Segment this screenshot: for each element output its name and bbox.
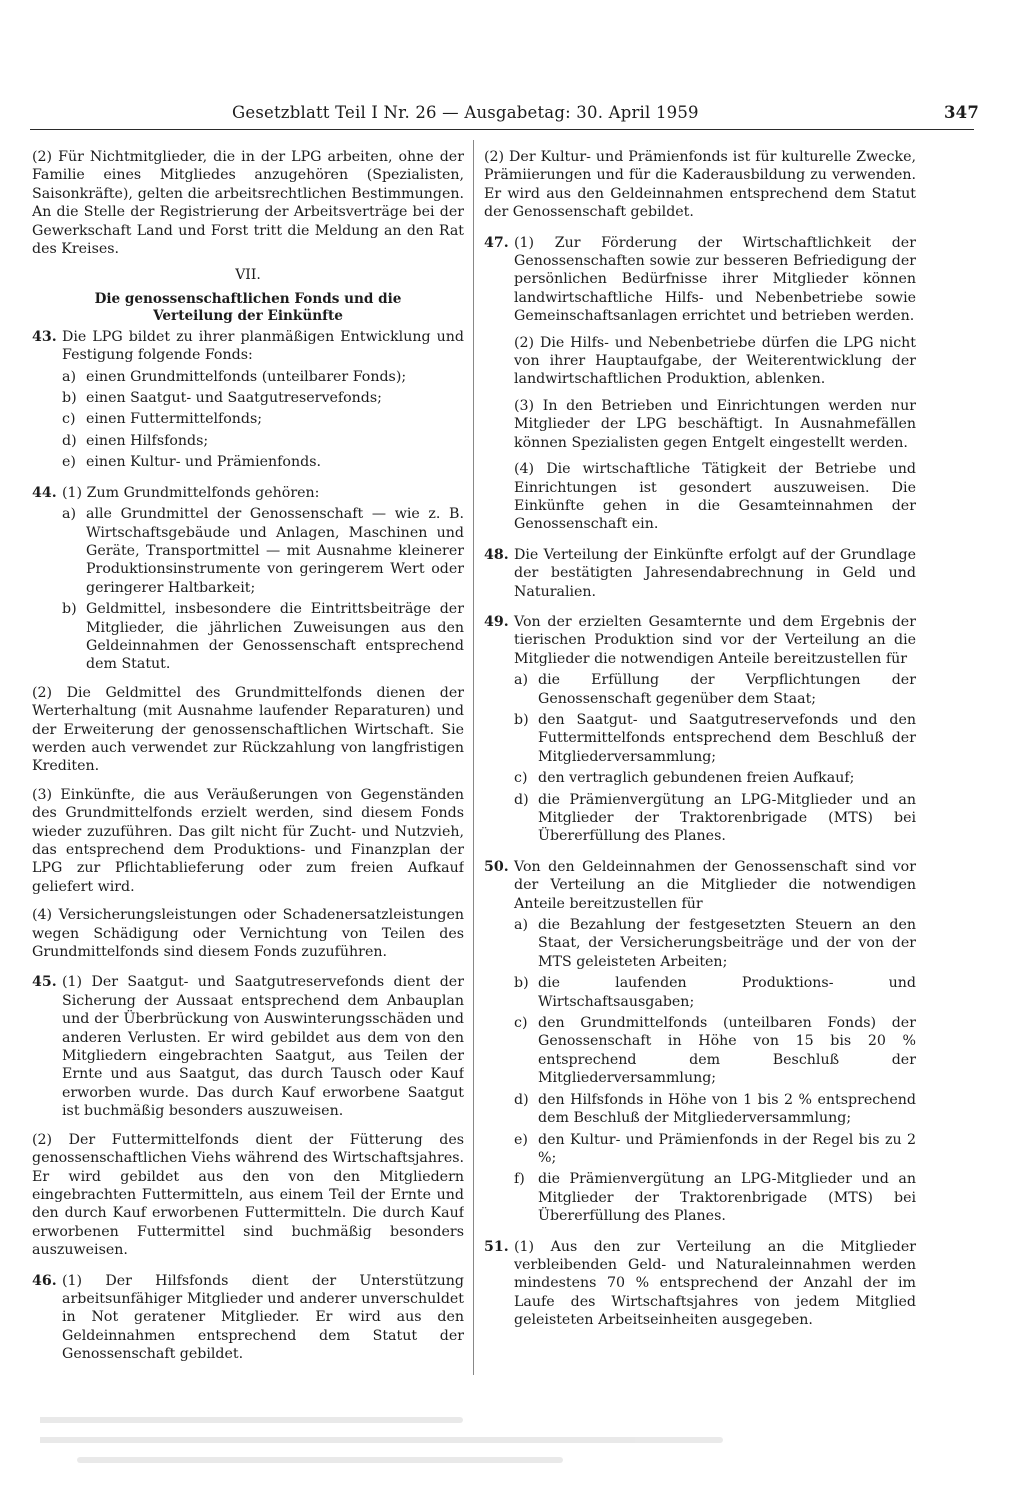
list-item: a) die Erfüllung der Verpflichtungen der Genossenschaft gegenüber dem Staat; xyxy=(514,672,916,707)
list-item: e) den Kultur- und Prämienfonds in der Regel bis zu 2 %; xyxy=(514,1131,916,1166)
article-text: Die LPG bildet zu ihrer planmäßigen Entwicklung und Festigung folgende Fonds: xyxy=(62,328,464,364)
paragraph: (3) Einkünfte, die aus Veräußerungen von Gegenständen des Grundmittelfonds erzielt werden, sind diesem Fonds wieder zuzuführen. Das gilt nicht für Zucht- und Nutzvieh, das entsprechend dem Produktions- und Finanzplan der LPG zur Pflichtablieferung oder zum freien Aufkauf geliefert wird. xyxy=(32,786,464,895)
paragraph: (2) Die Geldmittel des Grundmittelfonds dienen der Werterhaltung (mit Ausnahme laufender Reparaturen) und der Erweiterung der genossenschaftlichen Wirtschaft. Sie werden auch verwendet zur Rückzahlung von langfristigen Krediten. xyxy=(32,684,464,775)
gazette-title: Gesetzblatt Teil I Nr. 26 — Ausgabetag: 30. April 1959 xyxy=(232,103,699,122)
list-item: d) die Prämienvergütung an LPG-Mitglieder und an Mitglieder der Traktorenbrigade (MTS) bei Übererfüllung des Planes. xyxy=(514,791,916,845)
list-item: a) die Bezahlung der festgesetzten Steuern an den Staat, der Versicherungsbeiträge und der von der MTS geleisteten Arbeiten; xyxy=(514,917,916,970)
article-text: (1) Zum Grundmittelfonds gehören: xyxy=(62,484,320,501)
article-number: 47. xyxy=(484,234,509,251)
article-number: 49. xyxy=(484,613,509,630)
list-item: b) die laufenden Produktions- und Wirtschaftsausgaben; xyxy=(514,975,916,1010)
article-number: 44. xyxy=(32,484,57,501)
article-text: (1) Der Saatgut- und Saatgutreservefonds dient der Sicherung der Aussaat entsprechend dem Anbauplan und der Überbrückung von Auswinterungsschäden und anderen Verlusten. Er wird gebildet aus dem von den Mitgliedern eingebrachten Saatgut, aus Teilen der Ernte und aus Saatgut, das durch Tausch oder Kauf erworben wurde. Das durch Kauf erworbene Saatgut ist buchmäßig besonders auszuweisen. xyxy=(62,974,464,1120)
article-43 xyxy=(32,328,464,472)
article-51 xyxy=(484,1238,916,1330)
list-item: c) den vertraglich gebundenen freien Aufkauf; xyxy=(514,770,855,787)
article-44 xyxy=(32,484,464,674)
article-46 xyxy=(32,1272,464,1364)
page-number: 347 xyxy=(943,103,979,122)
article-number: 48. xyxy=(484,546,509,563)
scan-bleed-through xyxy=(40,1410,740,1470)
article-text: Die Verteilung der Einkünfte erfolgt auf der Grundlage der bestätigten Jahresendabrechnung in Geld und Naturalien. xyxy=(514,546,916,600)
article-45 xyxy=(32,973,464,1120)
article-number: 45. xyxy=(32,974,57,991)
article-number: 51. xyxy=(484,1238,509,1255)
section-title xyxy=(32,291,464,326)
list-item: b) Geldmittel, insbesondere die Eintrittsbeiträge der Mitglieder, die jährlichen Zuweisungen aus den Geldeinnahmen der Genossenschaft entsprechend dem Statut. xyxy=(62,601,464,673)
page-header xyxy=(232,103,979,129)
intro-paragraph: (2) Der Kultur- und Prämienfonds ist für kulturelle Zwecke, Prämiierungen und für die Kaderausbildung zu verwenden. Er wird aus den Geldeinnahmen entsprechend dem Statut der Genossenschaft gebildet. xyxy=(484,149,916,221)
header-rule xyxy=(30,129,974,130)
list-item: c) einen Futtermittelfonds; xyxy=(62,411,263,428)
article-50 xyxy=(484,858,916,1226)
section-title-line-1: Die genossenschaftlichen Fonds und die xyxy=(94,290,402,307)
article-text: (1) Zur Förderung der Wirtschaftlichkeit der Genossenschaften sowie zur besseren Befriedigung der persönlichen Bedürfnisse ihrer Mitglieder können landwirtschaftliche Hilfs- und Nebenbetriebe sowie Gemeinschaftsanlagen errichtet und betrieben werden. xyxy=(514,234,916,325)
paragraph: (2) Die Hilfs- und Nebenbetriebe dürfen die LPG nicht von ihrer Hauptaufgabe, der Weiterentwicklung der landwirtschaftlichen Produktion, ablenken. xyxy=(514,334,916,388)
list-item: f) die Prämienvergütung an LPG-Mitglieder und an Mitglieder der Traktorenbrigade (MTS) bei Übererfüllung des Planes. xyxy=(514,1171,916,1225)
article-number: 43. xyxy=(32,328,57,345)
list-item: c) den Grundmittelfonds (unteilbaren Fonds) der Genossenschaft in Höhe von 15 bis 20 % entsprechend dem Beschluß der Mitgliederversammlung; xyxy=(514,1015,916,1087)
list-item: b) einen Saatgut- und Saatgutreservefonds; xyxy=(62,390,382,407)
article-number: 50. xyxy=(484,858,509,875)
intro-paragraph: (2) Für Nichtmitglieder, die in der LPG arbeiten, ohne der Familie eines Mitgliedes anzugehören (Spezialisten, Saisonkräfte), gelten die arbeitsrechtlichen Bestimmungen. An die Stelle der Registrierung der Arbeitsverträge bei der Gewerkschaft Land und Forst tritt die Meldung an den Rat des Kreises. xyxy=(32,149,464,258)
column-divider xyxy=(473,140,474,1375)
section-title-line-2: Verteilung der Einkünfte xyxy=(153,308,343,325)
list-item: b) den Saatgut- und Saatgutreservefonds und den Futtermittelfonds entsprechend dem Beschluß der Mitgliederversammlung; xyxy=(514,711,916,765)
list-item: d) den Hilfsfonds in Höhe von 1 bis 2 % entsprechend dem Beschluß der Mitgliederversammlung; xyxy=(514,1091,916,1127)
list-item: a) einen Grundmittelfonds (unteilbarer Fonds); xyxy=(62,368,407,385)
article-number: 46. xyxy=(32,1272,57,1289)
list-item: a) alle Grundmittel der Genossenschaft — wie z. B. Wirtschaftsgebäude und Anlagen, Maschinen und Geräte, Transportmittel — mit Ausnahme kleinerer Produktionsinstrumente von geringerem Wert oder geringerer Haltbarkeit; xyxy=(62,506,464,596)
article-47 xyxy=(484,234,916,534)
article-text: (1) Der Hilfsfonds dient der Unterstützung arbeitsunfähiger Mitglieder und anderer unverschuldet in Not geratener Mitglieder. Er wird aus den Geldeinnahmen entsprechend dem Statut der Genossenschaft gebildet. xyxy=(62,1272,464,1363)
left-column xyxy=(32,148,464,1378)
article-text: Von den Geldeinnahmen der Genossenschaft sind vor der Verteilung an die Mitglieder die notwendigen Anteile bereitzustellen für xyxy=(514,858,916,912)
article-text: (1) Aus den zur Verteilung an die Mitglieder verbleibenden Geld- und Naturaleinnahmen werden mindestens 70 % entsprechend der Anzahl der im Laufe des Wirtschaftsjahres von jedem Mitglied geleisteten Arbeitseinheiten ausgegeben. xyxy=(514,1238,916,1329)
right-column xyxy=(484,148,916,1378)
paragraph: (4) Versicherungsleistungen oder Schadenersatzleistungen wegen Schädigung oder Vernichtung von Teilen des Grundmittelfonds sind diesem Fonds zuzuführen. xyxy=(32,907,464,961)
article-48 xyxy=(484,546,916,601)
article-49 xyxy=(484,613,916,846)
list-item: e) einen Kultur- und Prämienfonds. xyxy=(62,454,321,471)
article-text: Von der erzielten Gesamternte und dem Ergebnis der tierischen Produktion sind vor der Verteilung an die Mitglieder die notwendigen Anteile bereitzustellen für xyxy=(514,613,916,667)
list-item: d) einen Hilfsfonds; xyxy=(62,432,209,449)
paragraph: (2) Der Futtermittelfonds dient der Fütterung des genossenschaftlichen Viehs während des Wirtschaftsjahres. Er wird gebildet aus den von den Mitgliedern eingebrachten Futtermitteln, aus einem Teil der Ernte und den durch Kauf erworbenen Futtermitteln. Die durch Kauf erworbenen Futtermittel sind buchmäßig besonders auszuweisen. xyxy=(32,1131,464,1259)
section-number: VII. xyxy=(235,267,261,284)
paragraph: (4) Die wirtschaftliche Tätigkeit der Betriebe und Einrichtungen ist gesondert auszuweisen. Die Einkünfte gehen in die Gesamteinnahmen der Genossenschaft ein. xyxy=(514,461,916,533)
paragraph: (3) In den Betrieben und Einrichtungen werden nur Mitglieder der LPG beschäftigt. In Ausnahmefällen können Spezialisten gegen Entgelt eingestellt werden. xyxy=(514,397,916,451)
